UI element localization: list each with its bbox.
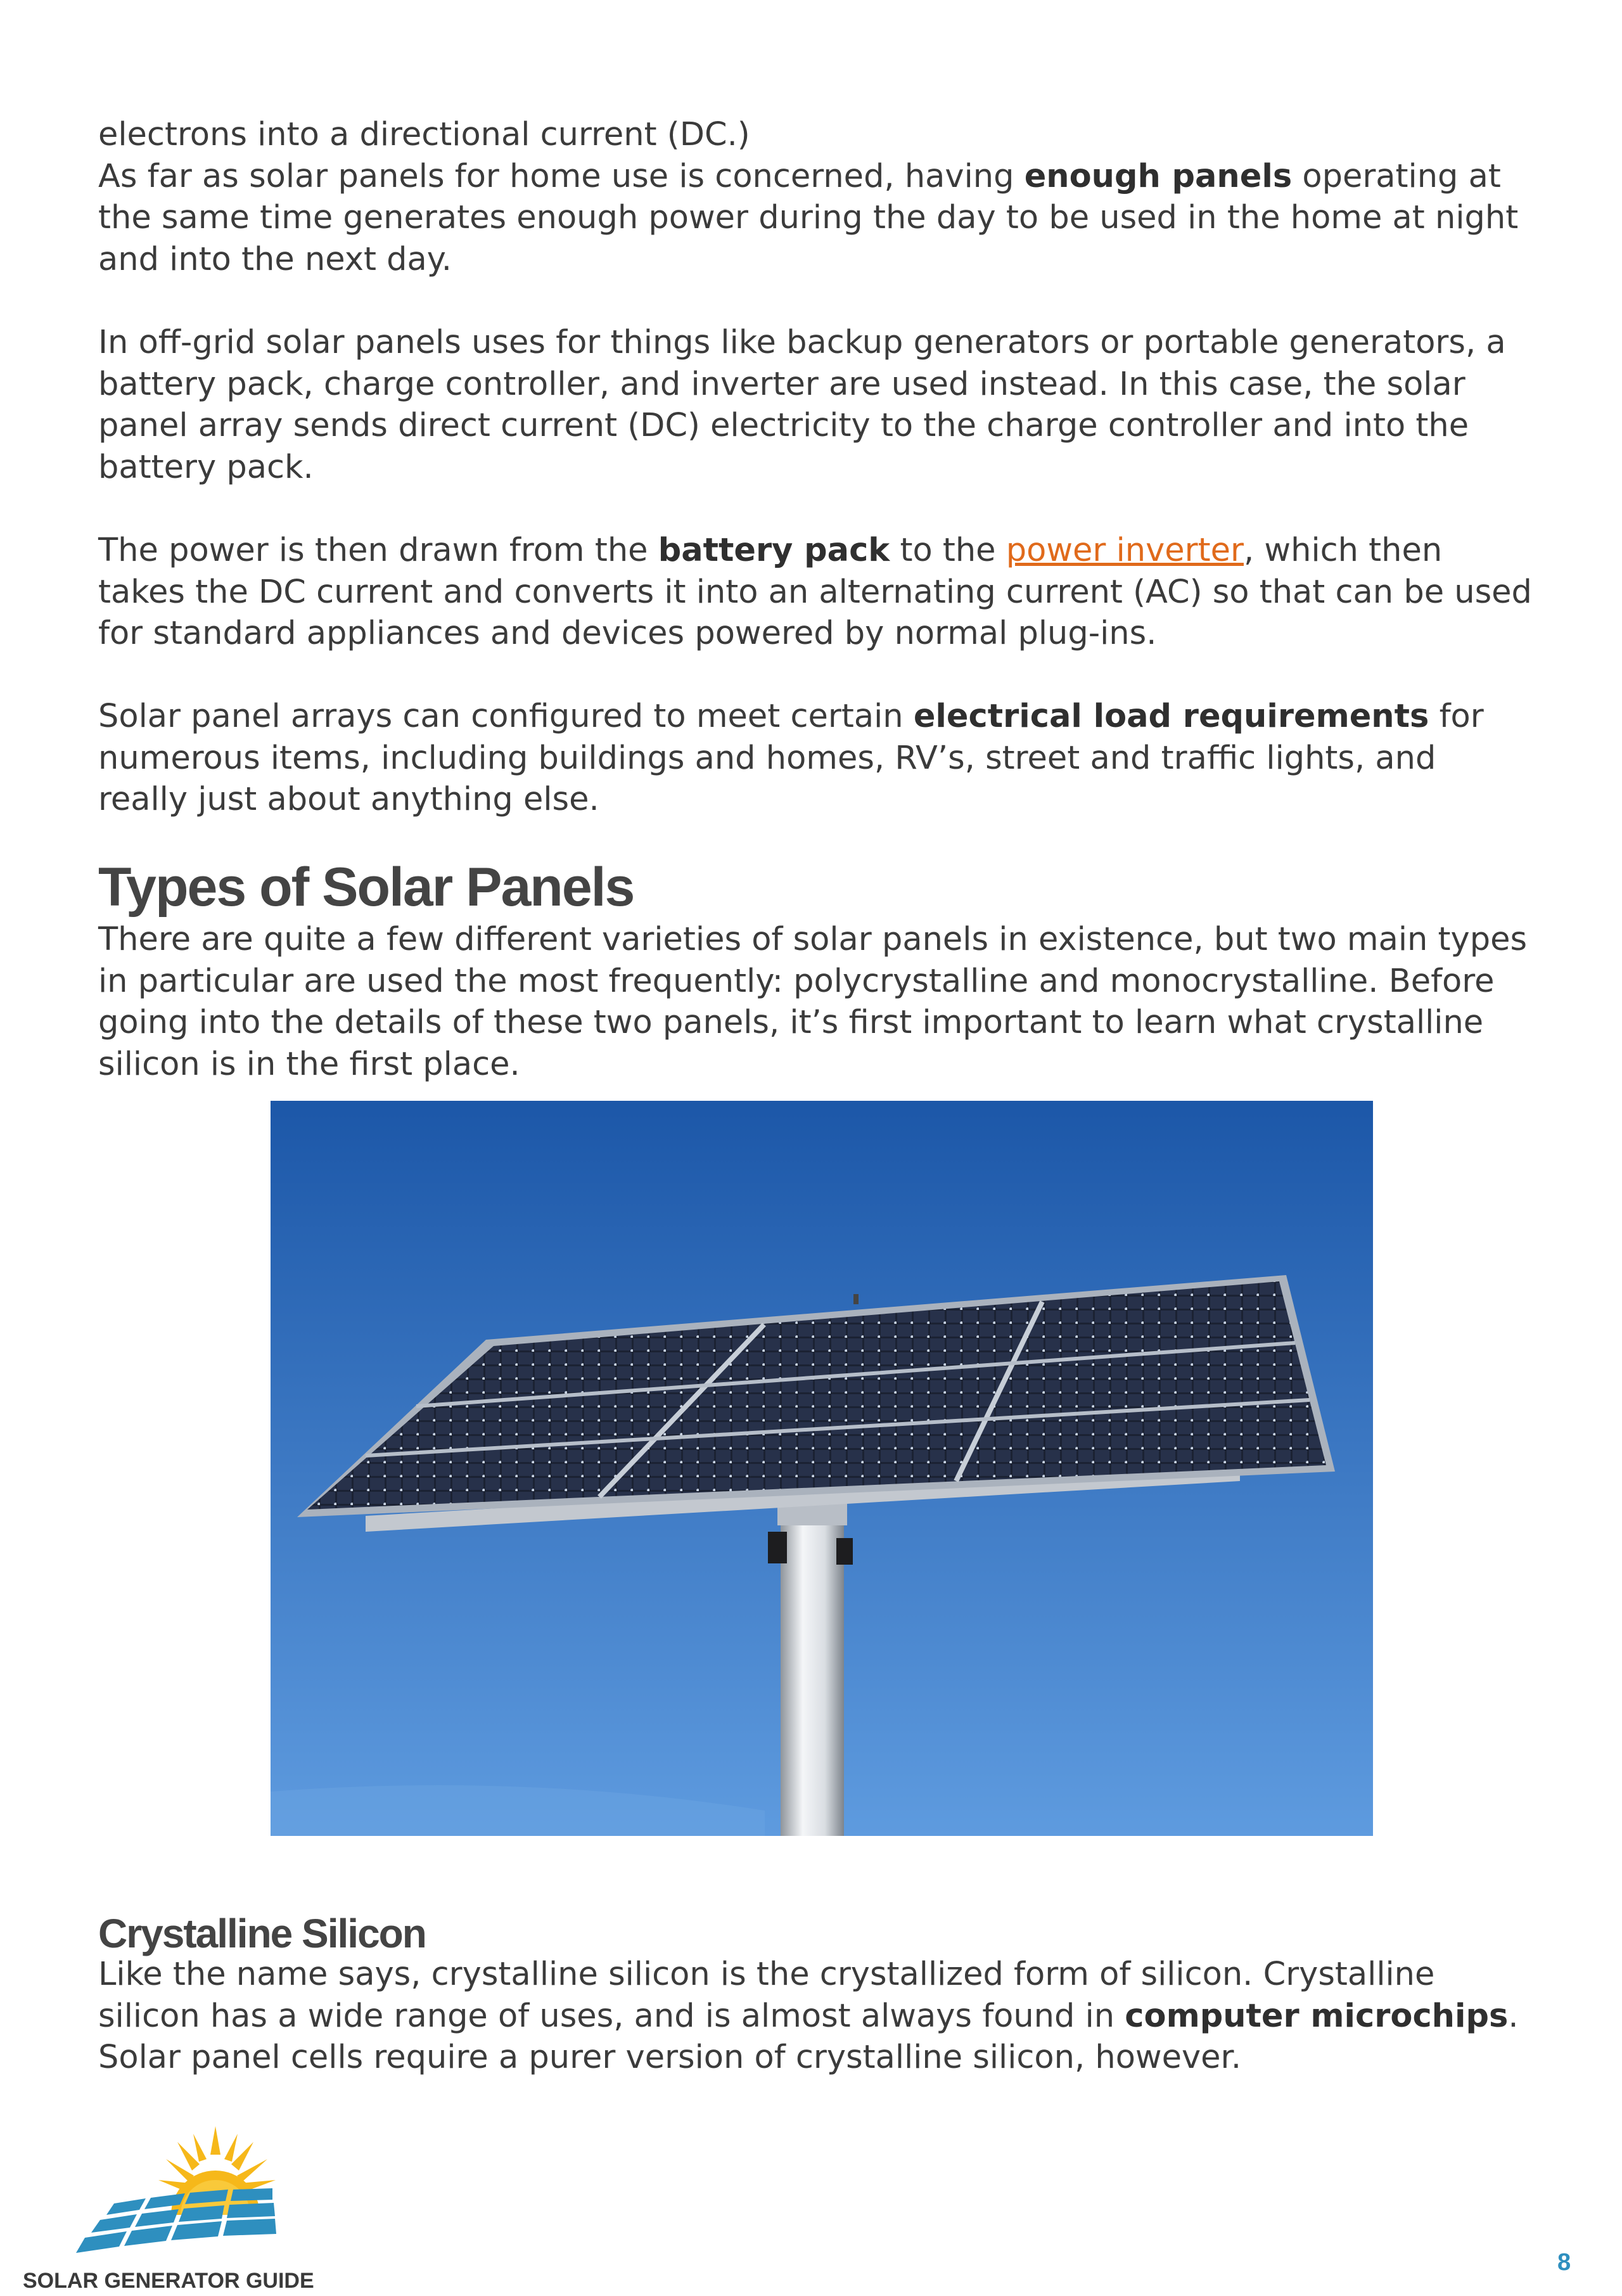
sun-over-solar-panel-logo [19,2120,317,2266]
page-number: 8 [1557,2249,1571,2276]
solar-panel-on-pole-photo [271,1101,1373,1836]
paragraph-power-text-mid: to the [890,532,1006,569]
paragraph-silicon-text: Like the name says, crystalline silicon is the crystallized form of silicon. Crystalline silicon has a wide range of uses, and is almost always found in [98,1956,1435,2035]
power-inverter-link[interactable]: power inverter [1006,532,1244,569]
paragraph-home-use-text: As far as solar panels for home use is concerned, having [98,157,1025,195]
paragraph-home-use-text-end: operating at the same time generates enough power during the day to be used in the home at night and into the next day. [98,157,1519,278]
paragraph-power-text: The power is then drawn from the [98,532,658,569]
solar-panel-photo [271,1101,1373,1836]
paragraph-silicon-text-end: . Solar panel cells require a purer version of crystalline silicon, however. [98,1997,1519,2076]
bold-electrical-load: electrical load requirements [913,698,1429,735]
paragraph-power-inverter [98,530,1533,655]
heading-types-of-solar-panels: Types of Solar Panels [98,857,634,918]
paragraph-types-intro: There are quite a few different varieties of solar panels in existence, but two main types in particular are used the most frequently: polycrystalline and monocrystalline. Before going into the details of these two panels, it’s first important to learn what crystalline silicon is in the first place. [98,921,1528,1083]
bold-computer-microchips: computer microchips [1125,1997,1509,2035]
paragraph-dc-current [98,114,1533,280]
paragraph-load-text-end: for numerous items, including buildings and homes, RV’s, street and traffic lights, and really just about anything else. [98,698,1484,818]
paragraph-off-grid: In off-grid solar panels uses for things like backup generators or portable generators, a battery pack, charge controller, and inverter are used instead. In this case, the solar panel array sends direct current (DC) electricity to the charge controller and into the battery pack. [98,324,1506,486]
heading-crystalline-silicon: Crystalline Silicon [98,1911,426,1956]
bold-enough-panels: enough panels [1024,157,1293,195]
paragraph-dc-current-text: electrons into a directional current (DC.) [98,116,750,153]
paragraph-crystalline-silicon [98,1954,1533,2079]
logo-text: SOLAR GENERATOR GUIDE [23,2269,314,2293]
bold-battery-pack: battery pack [658,532,890,569]
solar-generator-guide-logo [19,2120,317,2291]
paragraph-power-text-end: , which then takes the DC current and converts it into an alternating current (AC) so that can be used for standard appliances and devices powered by normal plug-ins. [98,532,1532,652]
paragraph-load-text: Solar panel arrays can configured to meet certain [98,698,914,735]
paragraph-load-requirements [98,696,1533,821]
